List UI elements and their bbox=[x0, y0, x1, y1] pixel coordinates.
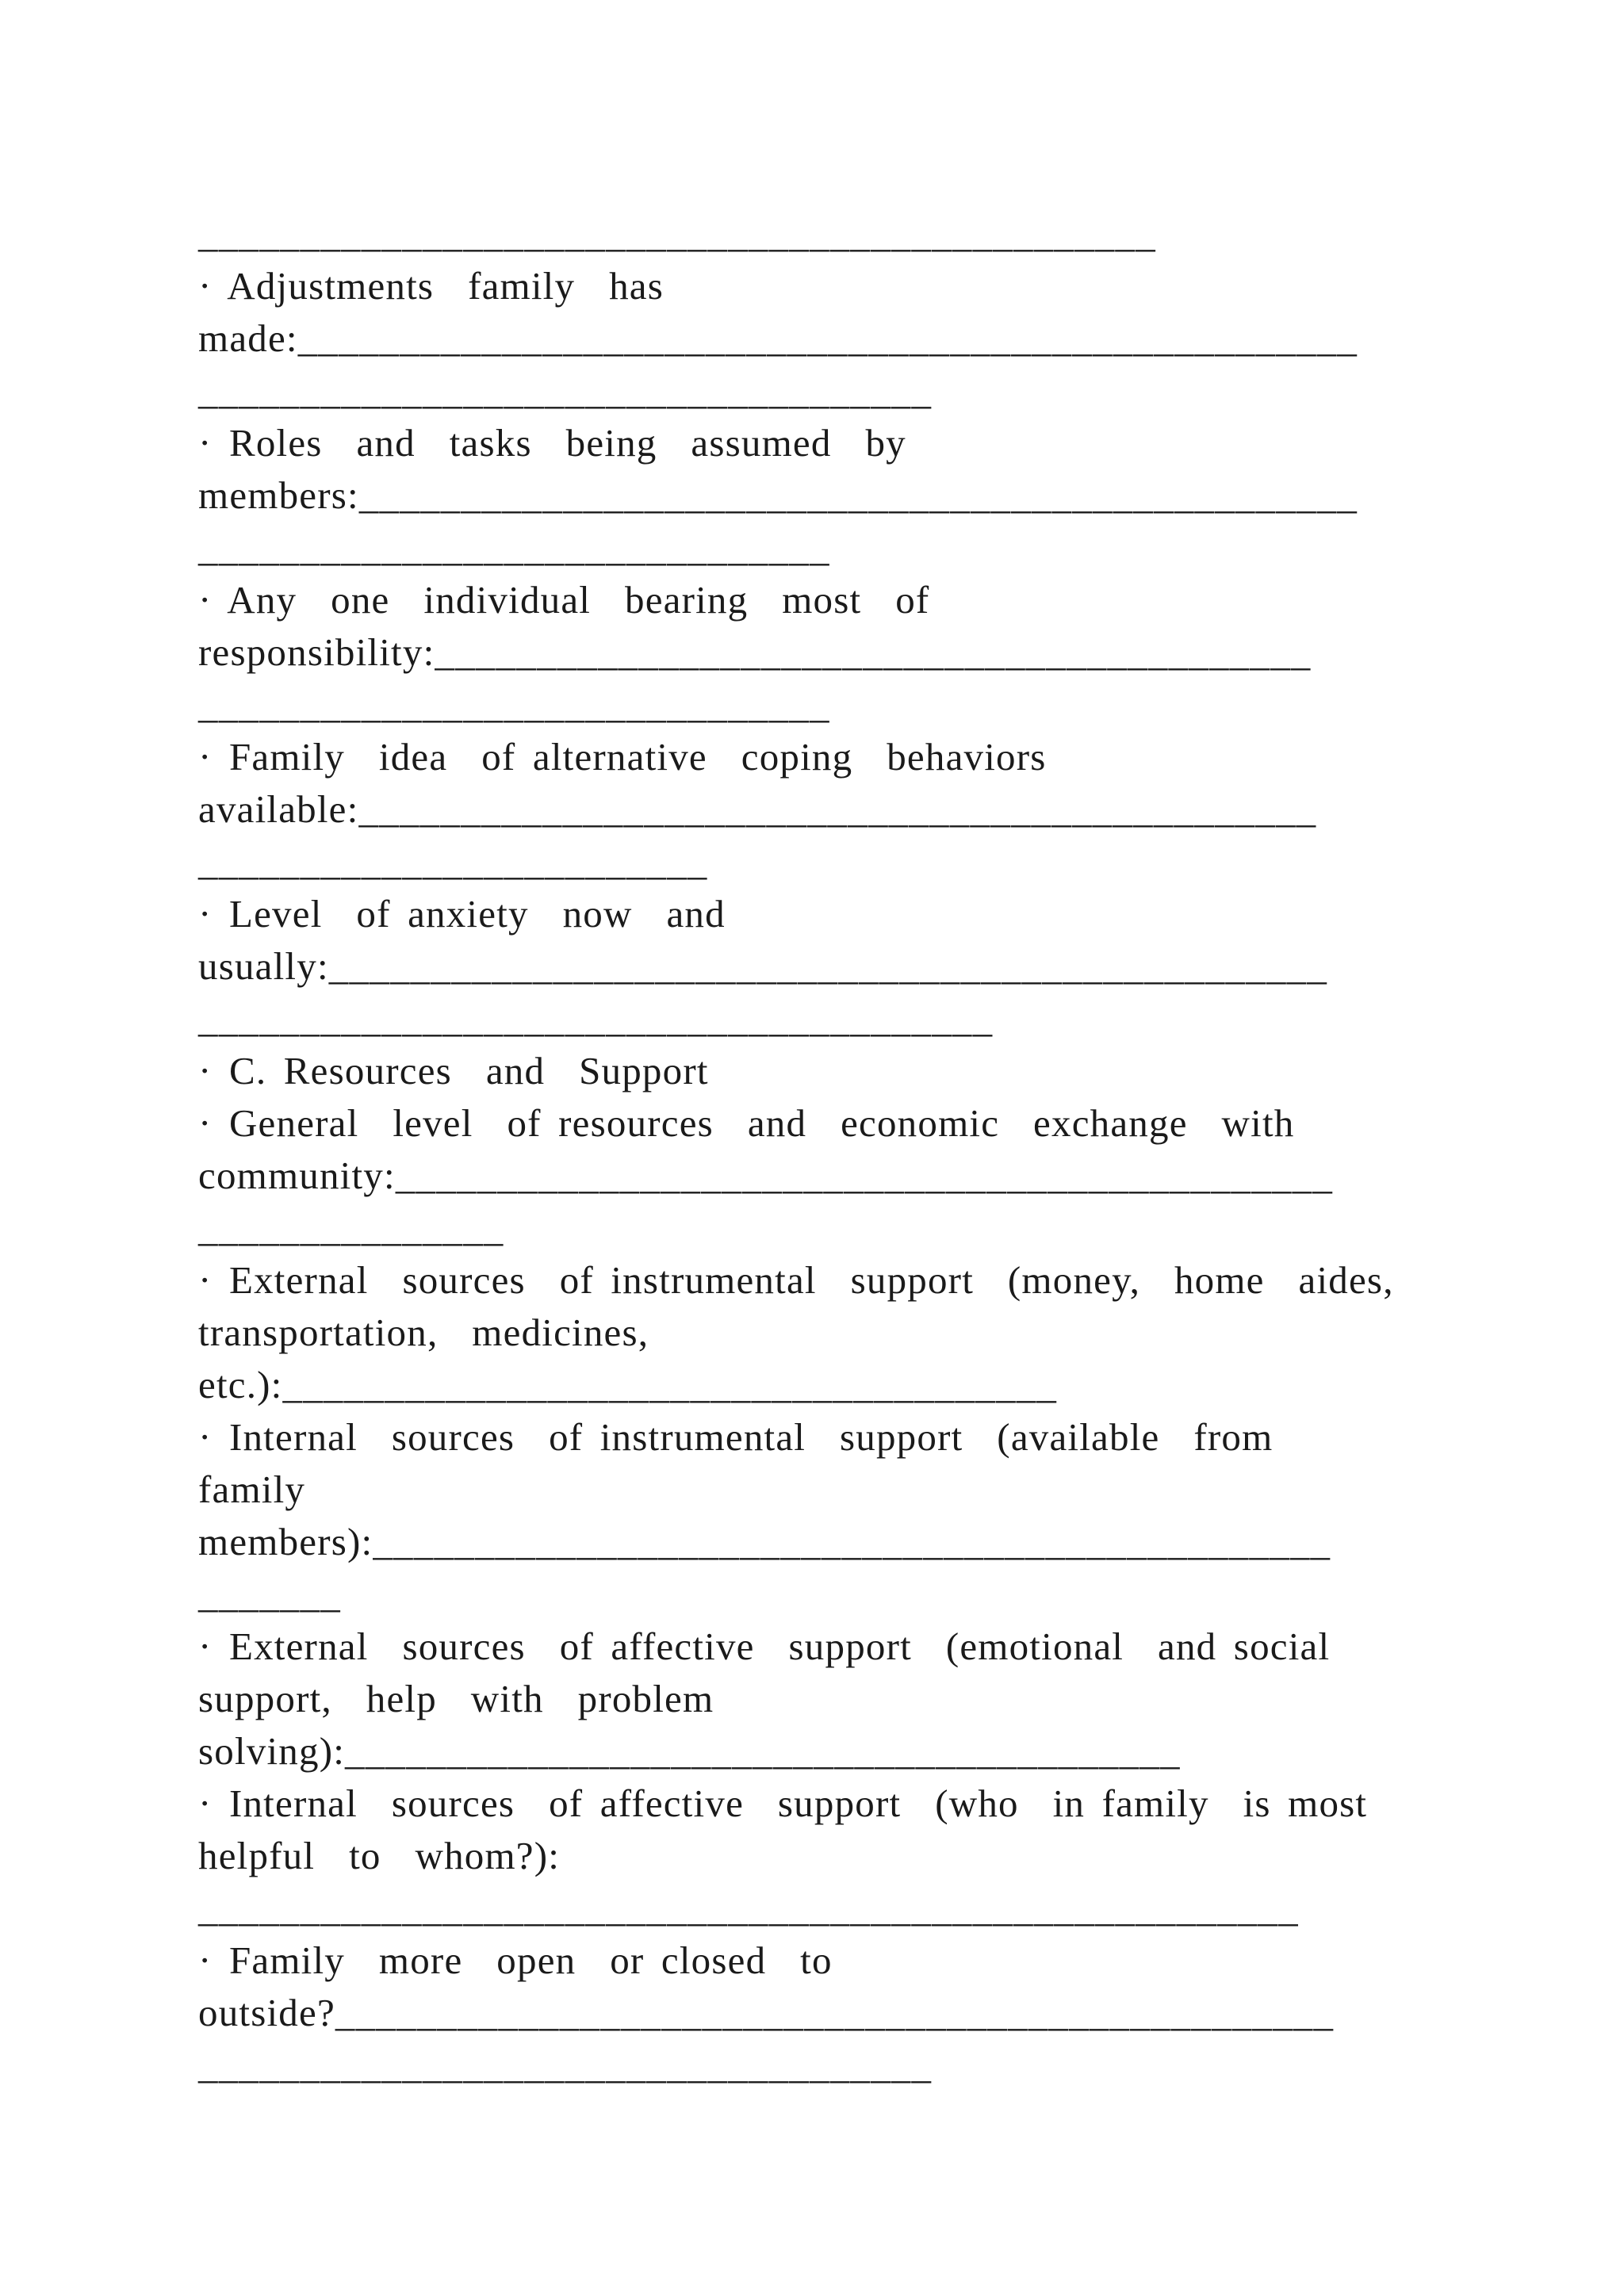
item-external-affective-label-cont: support, help with problem bbox=[198, 1677, 714, 1720]
item-responsibility-field: responsibility:___________________________________________ bbox=[198, 630, 1312, 674]
item-coping-label: · Family idea of alternative coping behaviors bbox=[198, 735, 1047, 779]
item-adjustments-label: · Adjustments family has bbox=[198, 264, 665, 308]
item-responsibility-label: · Any one individual bearing most of bbox=[198, 578, 930, 622]
blank-line: _______ bbox=[198, 1572, 341, 1616]
document-body bbox=[198, 208, 1435, 2091]
blank-line: _______________________________ bbox=[198, 683, 830, 726]
blank-line: ____________________________________ bbox=[198, 2043, 933, 2087]
item-internal-instrumental-label: · Internal sources of instrumental support (available from bbox=[198, 1415, 1274, 1459]
item-internal-affective-label: · Internal sources of affective support (who in family is most bbox=[198, 1781, 1368, 1825]
item-open-closed-field: outside?_________________________________________________ bbox=[198, 1991, 1335, 2034]
item-roles-label: · Roles and tasks being assumed by bbox=[198, 421, 906, 465]
item-external-instrumental-label-cont: transportation, medicines, bbox=[198, 1311, 649, 1354]
item-open-closed-label: · Family more open or closed to bbox=[198, 1938, 833, 1982]
blank-line: _______________ bbox=[198, 1206, 504, 1249]
item-internal-affective-label-cont: helpful to whom?): bbox=[198, 1834, 561, 1877]
item-general-resources-field: community:______________________________________________ bbox=[198, 1154, 1334, 1197]
item-external-instrumental-label: · External sources of instrumental support (money, home aides, bbox=[198, 1258, 1394, 1302]
item-anxiety-field: usually:_________________________________________________ bbox=[198, 944, 1328, 988]
item-internal-instrumental-field: members):_______________________________________________ bbox=[198, 1520, 1331, 1563]
item-general-resources-label: · General level of resources and economic exchange with bbox=[198, 1101, 1295, 1145]
item-coping-field: available:_______________________________________________ bbox=[198, 787, 1317, 831]
item-internal-instrumental-label-cont: family bbox=[198, 1468, 306, 1511]
item-adjustments-field: made:____________________________________________________ bbox=[198, 316, 1358, 360]
blank-line: ______________________________________________________ bbox=[198, 1886, 1299, 1930]
blank-line: _______________________________________________ bbox=[198, 212, 1156, 255]
blank-line: _________________________ bbox=[198, 840, 708, 883]
item-external-affective-field: solving):_________________________________________ bbox=[198, 1729, 1181, 1773]
blank-line: ____________________________________ bbox=[198, 369, 933, 412]
section-heading-resources: · C. Resources and Support bbox=[198, 1049, 709, 1093]
blank-line: _______________________________________ bbox=[198, 997, 994, 1040]
item-external-affective-label: · External sources of affective support (emotional and social bbox=[198, 1624, 1331, 1668]
blank-line: _______________________________ bbox=[198, 526, 830, 569]
item-anxiety-label: · Level of anxiety now and bbox=[198, 892, 726, 936]
item-roles-field: members:_________________________________________________ bbox=[198, 473, 1358, 517]
item-external-instrumental-field: etc.):______________________________________ bbox=[198, 1363, 1058, 1406]
